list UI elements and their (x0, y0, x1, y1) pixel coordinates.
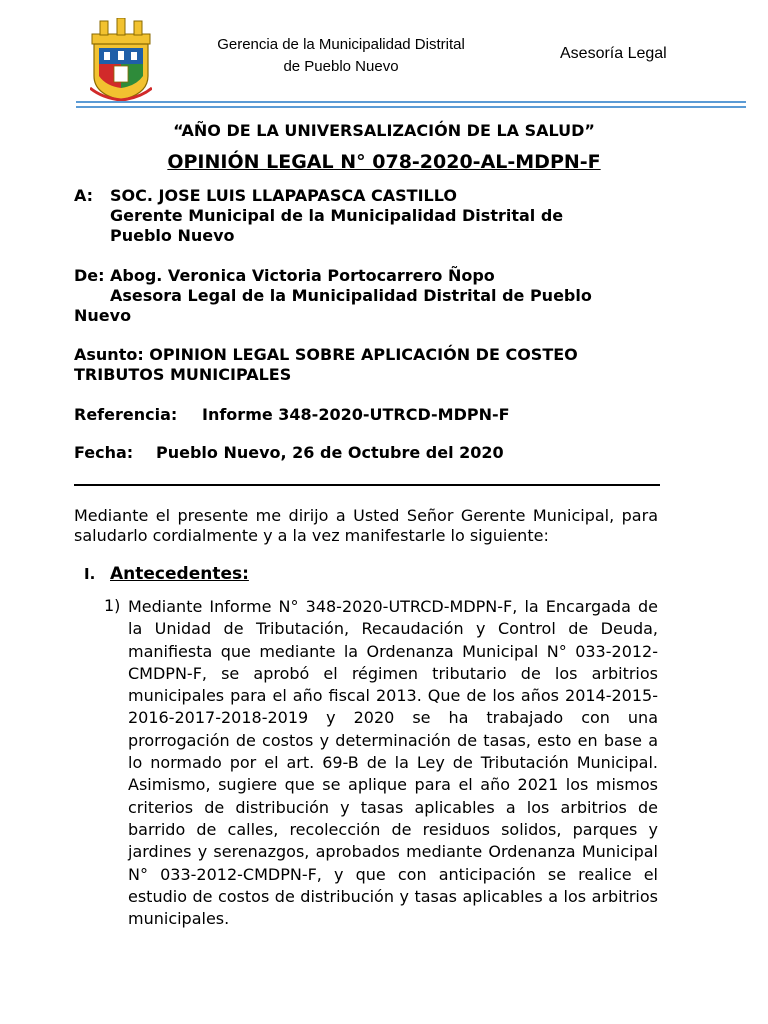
subject-line-1: Asunto: OPINION LEGAL SOBRE APLICACIÓN DE COSTEO (74, 345, 578, 364)
municipal-crest-logo (90, 18, 152, 102)
reference-value: Informe 348-2020-UTRCD-MDPN-F (202, 405, 510, 424)
subject-line-2: TRIBUTOS MUNICIPALES (74, 365, 292, 384)
list-item-number: 1) (104, 596, 121, 615)
date-label: Fecha: (74, 443, 134, 462)
section-title: Antecedentes: (110, 564, 249, 584)
department-label: Asesoría Legal (560, 45, 667, 62)
institution-name (180, 34, 502, 78)
from-line (74, 266, 495, 286)
institution-line-2: de Pueblo Nuevo (283, 58, 399, 75)
section-heading (84, 564, 249, 584)
institution-line-1: Gerencia de la Municipalidad Distrital (217, 36, 465, 53)
year-motto: “AÑO DE LA UNIVERSALIZACIÓN DE LA SALUD” (173, 121, 595, 140)
to-role-line-2: Pueblo Nuevo (110, 226, 235, 245)
from-role-line-1: Asesora Legal de la Municipalidad Distrital de Pueblo (110, 286, 592, 305)
list-item-text: Mediante Informe N° 348-2020-UTRCD-MDPN-F, la Encargada de la Unidad de Tributación, Recaudación y Control de Deuda, manifiesta que mediante la Ordenanza Municipal N° 033-2012-CMDPN-F, se aprobó el régimen tributario de los arbitrios municipales para el año fiscal 2013. Que de los años 2014-2015-2016-2017-2018-2019 y 2020 se ha trabajado con una prorrogación de costos y determinación de tasas, esto en base a lo normado por el art. 69-B de la Ley de Tributación Municipal. Asimismo, sugiere que se aplique para el año 2021 los mismos criterios de distribución y tasas aplicables a los arbitrios de barrido de calles, recolección de residuos solidos, parques y jardines y serenazgos, aprobados mediante Ordenanza Municipal N° 033-2012-CMDPN-F, y que con anticipación se realice el estudio de costos de distribución y tasas aplicables a los arbitrios municipales. (128, 597, 658, 929)
section-number: I. (84, 565, 96, 583)
to-role-line-1: Gerente Municipal de la Municipalidad Distrital de (110, 206, 564, 225)
header-rule-bottom (76, 106, 746, 108)
to-label: A: (74, 186, 94, 205)
from-role-line-2: Nuevo (74, 306, 132, 325)
from-name: Abog. Veronica Victoria Portocarrero Ñopo (110, 266, 495, 285)
date-value: Pueblo Nuevo, 26 de Octubre del 2020 (156, 443, 504, 462)
intro-paragraph: Mediante el presente me dirijo a Usted Señor Gerente Municipal, para saludarlo cordialmente y a la vez manifestarle lo siguiente: (74, 506, 658, 545)
header-rule-top (76, 101, 746, 103)
reference-line (74, 405, 510, 425)
from-label: De: (74, 266, 105, 285)
to-line (74, 186, 457, 206)
separator-rule (74, 484, 660, 486)
document-title: OPINIÓN LEGAL N° 078-2020-AL-MDPN-F (167, 151, 601, 173)
to-name: SOC. JOSE LUIS LLAPAPASCA CASTILLO (110, 186, 457, 205)
date-line (74, 443, 504, 463)
reference-label: Referencia: (74, 405, 178, 424)
